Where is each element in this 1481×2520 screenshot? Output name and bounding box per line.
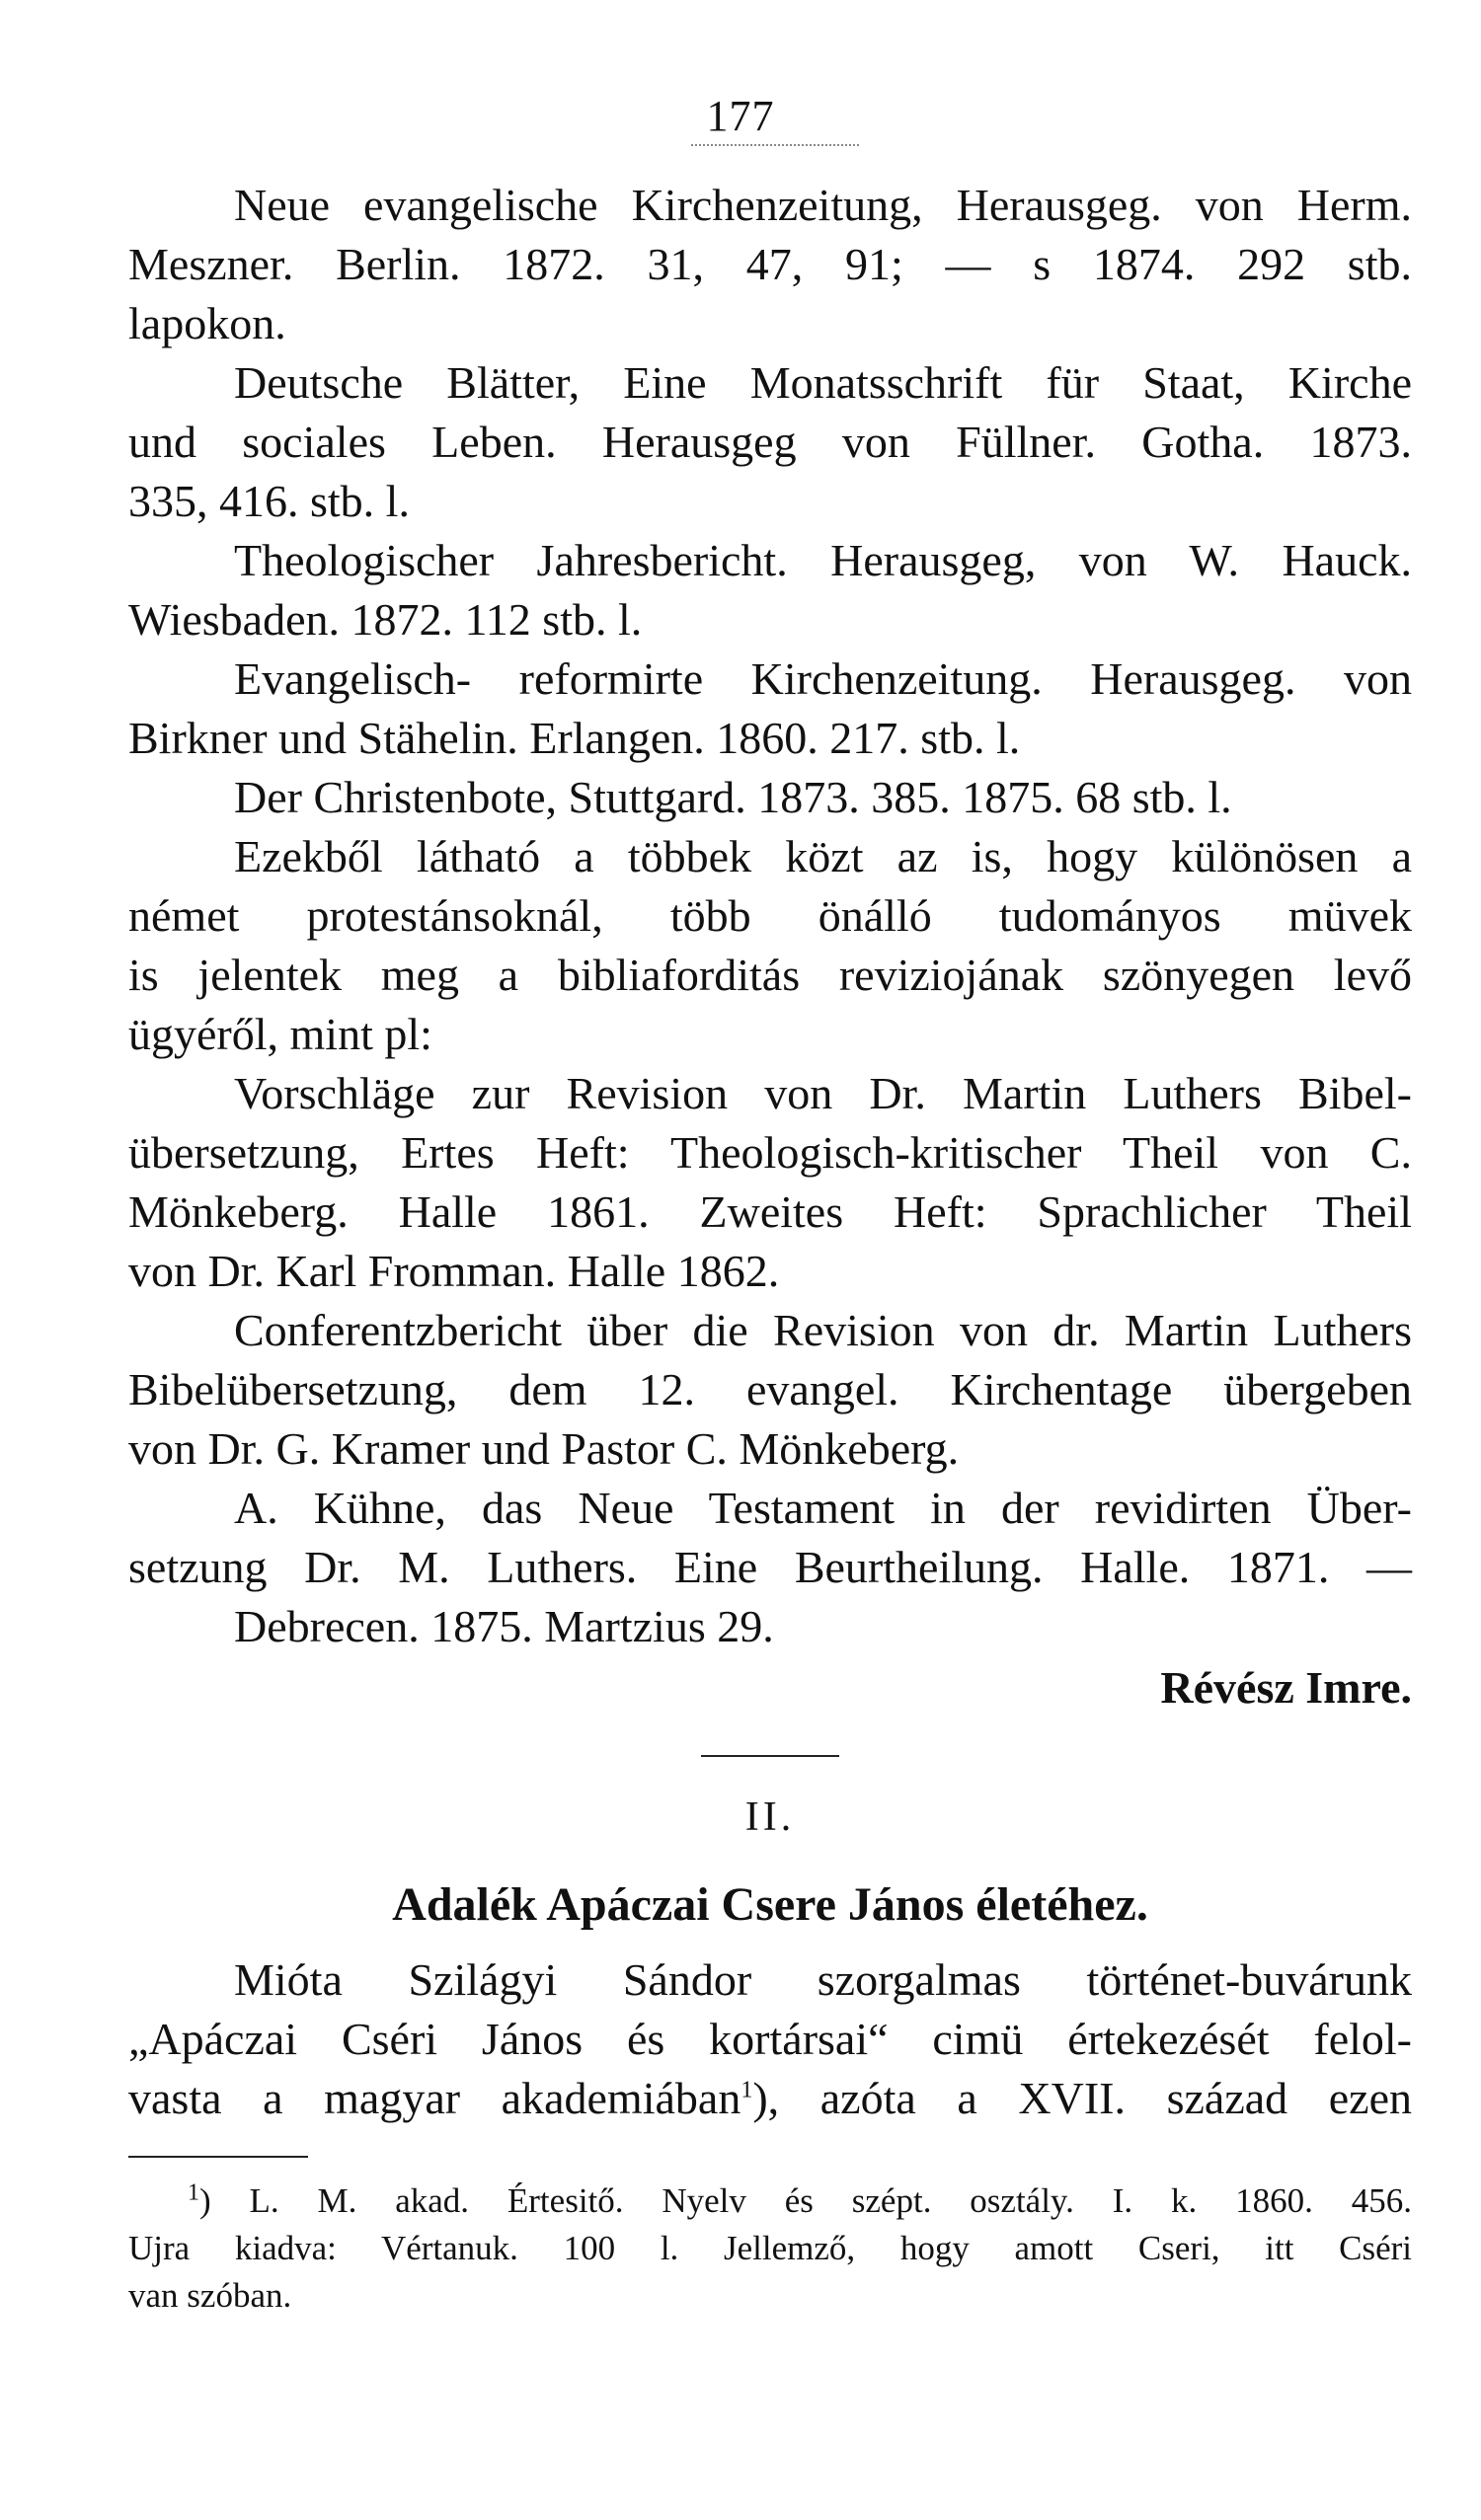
section-title: Adalék Apáczai Csere János életéhez. [392, 1878, 1148, 1931]
text-line: Mönkeberg. Halle 1861. Zweites Heft: Sprachlicher Theil [128, 1186, 1412, 1237]
text-line: Debrecen. 1875. Martzius 29. [234, 1601, 774, 1651]
text-line: übersetzung, Ertes Heft: Theologisch-kritischer Theil von C. [128, 1127, 1412, 1178]
text-line: Theologischer Jahresbericht. Herausgeg, von W. Hauck. [234, 535, 1412, 585]
text-line [128, 2069, 1412, 2128]
section-number: II. [744, 1795, 796, 1840]
footnote-line: van szóban. [128, 2276, 292, 2315]
text-line: német protestánsoknál, több önálló tudományos müvek [128, 890, 1412, 941]
page-number-ornament [691, 144, 859, 146]
footnote-line [128, 2177, 1412, 2225]
footnote-marker: 1 [188, 2179, 199, 2206]
text-line: „Apáczai Cséri János és kortársai“ cimü értekezését felol- [128, 2014, 1412, 2064]
text-line: Bibelübersetzung, dem 12. evangel. Kirchentage übergeben [128, 1364, 1412, 1414]
text-line: Deutsche Blätter, Eine Monatsschrift für Staat, Kirche [234, 357, 1412, 408]
text-line: 335, 416. stb. l. [128, 476, 410, 526]
text-line: Conferentzbericht über die Revision von dr. Martin Luthers [234, 1305, 1412, 1355]
text-line: Meszner. Berlin. 1872. 31, 47, 91; — s 1874. 292 stb. [128, 239, 1412, 289]
text-line: A. Kühne, das Neue Testament in der revidirten Über- [234, 1483, 1412, 1533]
text-line: von Dr. Karl Fromman. Halle 1862. [128, 1246, 780, 1296]
section-divider [701, 1755, 839, 1757]
footnote-rule [128, 2156, 308, 2158]
main-text [128, 176, 1412, 2320]
text-line: Wiesbaden. 1872. 112 stb. l. [128, 594, 643, 645]
text-line: is jelentek meg a bibliaforditás reviziojának szönyegen levő [128, 950, 1412, 1000]
author-signature: Révész Imre. [1160, 1662, 1412, 1713]
text-line: Mióta Szilágyi Sándor szorgalmas történet-buvárunk [234, 1954, 1412, 2005]
text-line: Birkner und Stähelin. Erlangen. 1860. 217. stb. l. [128, 713, 1021, 763]
text-line: ügyéről, mint pl: [128, 1009, 432, 1059]
text-line: Neue evangelische Kirchenzeitung, Herausgeg. von Herm. [234, 180, 1412, 230]
text-line: lapokon. [128, 298, 286, 348]
footnote-reference: 1 [740, 2077, 753, 2103]
text-line: setzung Dr. M. Luthers. Eine Beurtheilung. Halle. 1871. — [128, 1542, 1412, 1592]
text-line: Evangelisch- reformirte Kirchenzeitung. Herausgeg. von [234, 653, 1412, 704]
footnote-text: ) L. M. akad. Értesitő. Nyelv és szépt. osztály. I. k. 1860. 456. [199, 2181, 1412, 2220]
page-number: 177 [706, 92, 775, 140]
text-line: Der Christenbote, Stuttgard. 1873. 385. 1875. 68 stb. l. [234, 772, 1232, 822]
footnote-line: Ujra kiadva: Vértanuk. 100 l. Jellemző, hogy amott Cseri, itt Cséri [128, 2229, 1412, 2267]
text-line: von Dr. G. Kramer und Pastor C. Mönkeberg. [128, 1423, 960, 1474]
text-fragment: vasta a magyar akademiában [128, 2073, 741, 2123]
text-fragment: ), azóta a XVII. század ezen [752, 2073, 1412, 2123]
text-line: und sociales Leben. Herausgeg von Füllner. Gotha. 1873. [128, 417, 1412, 467]
text-line: Vorschläge zur Revision von Dr. Martin Luthers Bibel- [234, 1068, 1412, 1118]
text-line: Ezekből látható a többek közt az is, hogy különösen a [234, 831, 1412, 881]
